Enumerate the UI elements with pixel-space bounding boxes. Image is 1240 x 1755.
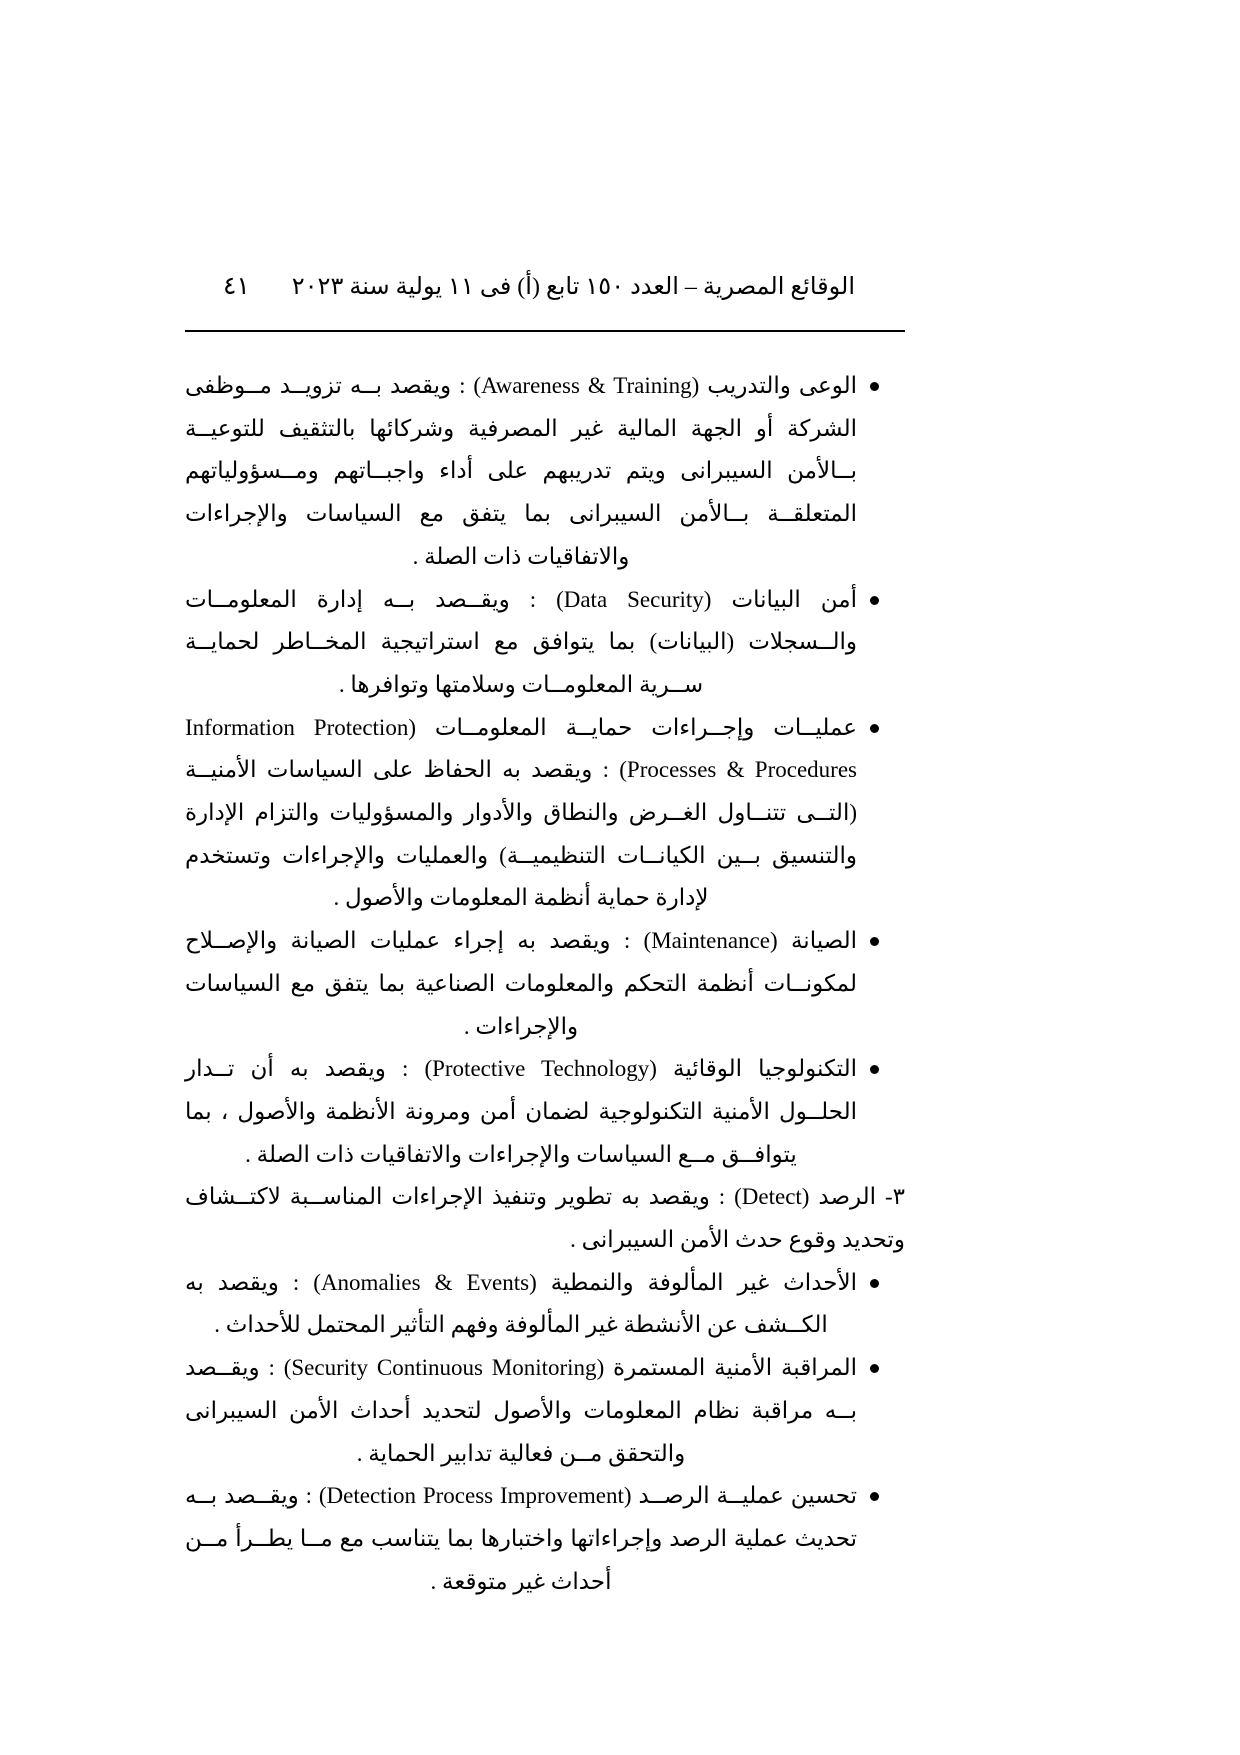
page-content (185, 0, 905, 1603)
paragraph-detect-clause-3: ٣- الرصد (Detect) : ويقصد به تطوير وتنفيذ الإجراءات المناســبة لاكتــشاف وتحديد وقوع حدث الأمن السيبرانى . (185, 1184, 905, 1253)
header-rule (185, 330, 905, 332)
page-number: ٤١ (223, 273, 250, 300)
paragraph-data-security: أمن البيانات (Data Security) : ويقــصد بــه إدارة المعلومــات والــسجلات (البيانات) بما يتوافق مع استراتيجية المخــاطر لحمايــة ســرية المعلومــات وسلامتها وتوافرها . (185, 579, 857, 707)
paragraph-maintenance: الصيانة (Maintenance) : ويقصد به إجراء عمليات الصيانة والإصــلاح لمكونــات أنظمة التحكم والمعلومات الصناعية بما يتفق مع السياسات والإجراءات . (185, 920, 857, 1048)
paragraph-anomalies-events: الأحداث غير المألوفة والنمطية (Anomalies & Events) : ويقصد به الكــشف عن الأنشطة غير المألوفة وفهم التأثير المحتمل للأحداث . (185, 1262, 857, 1347)
paragraph-detection-process-improvement: تحسين عمليــة الرصــد (Detection Process Improvement) : ويقــصد بــه تحديث عملية الرصد وإجراءاتها واختبارها بما يتناسب مع مــا يطــرأ مــن أحداث غير متوقعة . (185, 1475, 857, 1603)
page-header (185, 270, 905, 304)
paragraph-awareness-training: الوعى والتدريب (Awareness & Training) : ويقصد بــه تزويــد مــوظفى الشركة أو الجهة المالية غير المصرفية وشركائها بالتثقيف للتوعيــة بــالأمن السيبرانى ويتم تدريبهم على أداء واجبــاتهم ومــسؤولياتهم المتعلقــة بــالأمن السيبرانى بما يتفق مع السياسات والإجراءات والاتفاقيات ذات الصلة . (185, 365, 857, 579)
gazette-header-title: الوقائع المصرية – العدد ١٥٠ تابع (أ) فى ١١ يولية سنة ٢٠٢٣ (291, 274, 855, 300)
paragraph-protective-technology: التكنولوجيا الوقائية (Protective Technology) : ويقصد به أن تــدار الحلــول الأمنية التكنولوجية لضمان أمن ومرونة الأنظمة والأصول ، بما يتوافــق مــع السياسات والإجراءات والاتفاقيات ذات الصلة . (185, 1048, 857, 1176)
paragraph-security-continuous-monitoring: المراقبة الأمنية المستمرة (Security Continuous Monitoring) : ويقــصد بــه مراقبة نظام المعلومات والأصول لتحديد أحداث الأمن السيبرانى والتحقق مــن فعالية تدابير الحماية . (185, 1347, 857, 1475)
paragraph-information-protection-processes: عمليــات وإجــراءات حمايــة المعلومــات (Information Protection Processes & Procedures) : ويقصد به الحفاظ على السياسات الأمنيــة (التــى تتنــاول الغــرض والنطاق والأدوار والمسؤوليات والتزام الإدارة والتنسيق بــين الكيانــات التنظيميــة) والعمليات والإجراءات وتستخدم لإدارة حماية أنظمة المعلومات والأصول . (185, 707, 857, 921)
document-body (185, 365, 905, 1603)
